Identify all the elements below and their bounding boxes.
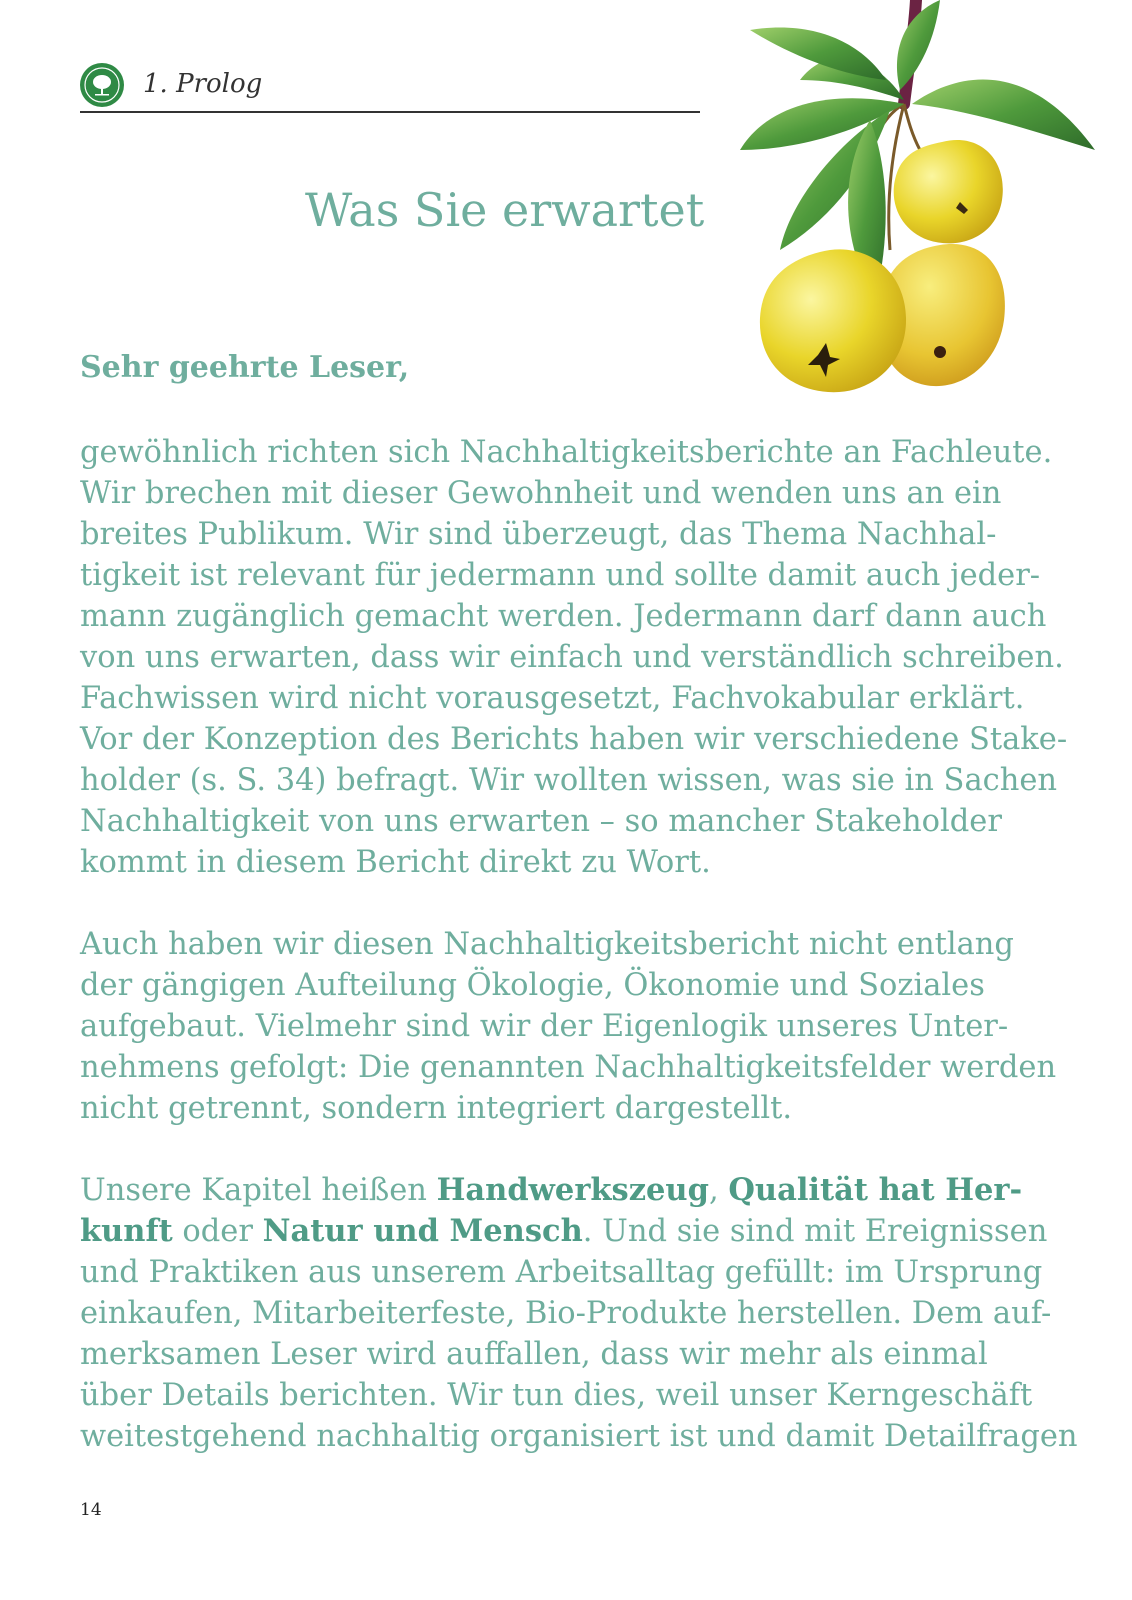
text-line: [80, 1211, 1048, 1252]
text-line: mann zugänglich gemacht werden. Jedermann darf dann auch: [80, 599, 1047, 634]
paragraph-gap: [80, 1129, 1040, 1170]
page-header: [80, 63, 700, 113]
text-run: Unsere Kapitel heißen: [80, 1173, 437, 1208]
page-title: Was Sie erwartet: [305, 183, 705, 237]
text-line: [80, 1170, 1040, 1211]
text-line: holder (s. S. 34) befragt. Wir wollten wissen, was sie in Sachen: [80, 763, 1058, 798]
body-text: [80, 432, 1078, 1457]
text-line: nehmens gefolgt: Die genannten Nachhaltigkeitsfelder werden: [80, 1050, 1057, 1085]
text-line: Vor der Konzeption des Berichts haben wir verschiedene Stake-: [80, 722, 1068, 757]
chapter-name: kunft: [80, 1213, 173, 1249]
chapter-name: Natur und Mensch: [262, 1213, 583, 1249]
paragraph-gap: [80, 883, 1040, 924]
section-label: 1. Prolog: [143, 69, 263, 99]
text-line: weitestgehend nachhaltig organisiert ist und damit Detailfragen: [80, 1419, 1078, 1454]
chapter-name: Qualität hat Her-: [728, 1172, 1023, 1208]
header-rule: [80, 111, 700, 113]
text-line: und Praktiken aus unserem Arbeitsalltag gefüllt: im Ursprung: [80, 1255, 1043, 1290]
text-line: tigkeit ist relevant für jedermann und sollte damit auch jeder-: [80, 558, 1041, 593]
text-run: ,: [708, 1173, 729, 1208]
text-line: gewöhnlich richten sich Nachhaltigkeitsberichte an Fachleute.: [80, 435, 1053, 470]
lebensbaum-logo: [80, 63, 124, 107]
text-line: über Details berichten. Wir tun dies, weil unser Kerngeschäft: [80, 1378, 1033, 1413]
text-line: einkaufen, Mitarbeiterfeste, Bio-Produkte herstellen. Dem auf-: [80, 1296, 1052, 1331]
text-line: Auch haben wir diesen Nachhaltigkeitsbericht nicht entlang: [80, 927, 1014, 962]
pears-illustration: [690, 0, 1132, 410]
chapter-name: Handwerkszeug: [436, 1172, 709, 1208]
text-line: Nachhaltigkeit von uns erwarten – so mancher Stakeholder: [80, 804, 1002, 839]
text-line: der gängigen Aufteilung Ökologie, Ökonomie und Soziales: [80, 968, 985, 1003]
page-number: 14: [80, 1500, 102, 1520]
text-line: aufgebaut. Vielmehr sind wir der Eigenlogik unseres Unter-: [80, 1009, 1009, 1044]
text-line: breites Publikum. Wir sind überzeugt, das Thema Nachhal-: [80, 517, 997, 552]
text-line: Fachwissen wird nicht vorausgesetzt, Fachvokabular erklärt.: [80, 681, 1025, 716]
text-run: . Und sie sind mit Ereignissen: [582, 1214, 1048, 1249]
text-line: Wir brechen mit dieser Gewohnheit und wenden uns an ein: [80, 476, 1002, 511]
text-line: von uns erwarten, dass wir einfach und verständlich schreiben.: [80, 640, 1064, 675]
text-line: kommt in diesem Bericht direkt zu Wort.: [80, 845, 711, 880]
text-run: oder: [172, 1214, 263, 1249]
text-line: nicht getrennt, sondern integriert dargestellt.: [80, 1091, 793, 1126]
text-line: merksamen Leser wird auffallen, dass wir mehr als einmal: [80, 1337, 988, 1372]
salutation: Sehr geehrte Leser,: [80, 350, 410, 385]
